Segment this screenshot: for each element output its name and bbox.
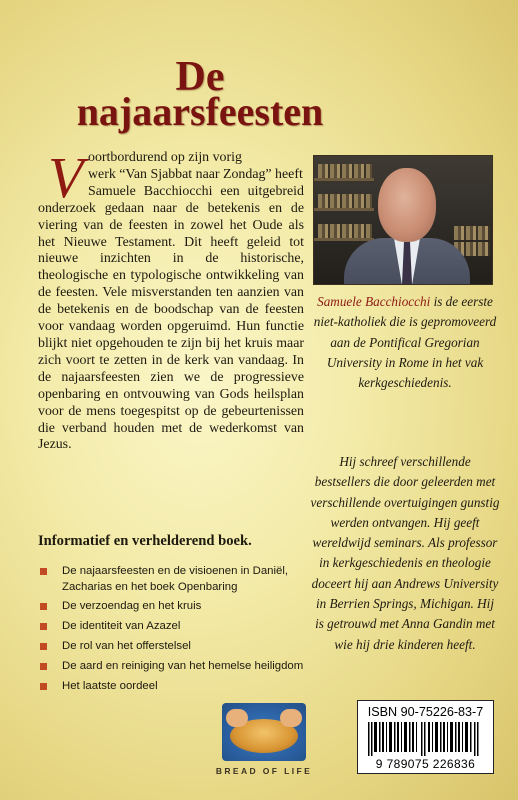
author-bio-text: is de eerste niet-katholiek die is gepromoveerd aan de Pontifical Gregorian University in Rome in het vak kerkgeschiedenis. (313, 294, 497, 391)
description-paragraph: Samuele Bacchiocchi een uitgebreid onderzoek gedaan naar de betekenis en de viering van de feesten in zowel het Oude als het Nieuwe Testament. Dit heeft geleid tot nieuwe inzichten in de historische, theologische en typologische ontwikkeling van de feesten. Vele misverstanden ten aanzien van de betekenis en de boodschap van de feesten voor vandaag worden opgeruimd. Hun functie blijkt niet opgehouden te zijn bij het kruis maar zich voort te zetten in de kerk van vandaag. In de najaarsfeesten zien we de progressieve openbaring en ontvouwing van Gods heilsplan voor de mens toegespitst op de gebeurtenissen die verband houden met de wederkomst van Jezus. (38, 183, 304, 453)
drop-cap: V (48, 145, 84, 210)
list-item: Het laatste oordeel (40, 679, 308, 695)
barcode-icon (368, 722, 483, 756)
square-bullet-icon (40, 603, 47, 610)
author-bio-paragraph-2: Hij schreef verschillende bestsellers die door geleerden met verschillende overtuigingen gunstig werden ontvangen. Hij geeft wereldwijd seminars. Als professor in kerkgeschiedenis en theologie doceert hij aan Andrews University in Berrien Springs, Michigan. Hij is getrouwd met Anna Gandin met wie hij drie kinderen heeft. (310, 454, 500, 652)
ean-number: 9 789075 226836 (375, 757, 476, 771)
list-item: De aard en reiniging van het hemelse heiligdom (40, 659, 308, 675)
list-item: De rol van het offerstelsel (40, 639, 308, 655)
isbn-number: ISBN 90-75226-83-7 (367, 705, 484, 719)
barcode-panel (357, 700, 494, 774)
description-first-line: oortbordurend op zijn vorig (88, 150, 242, 165)
square-bullet-icon (40, 568, 47, 575)
square-bullet-icon (40, 623, 47, 630)
list-item: De najaarsfeesten en de visioenen in Daniël, Zacharias en het boek Openbaring (40, 564, 308, 595)
list-heading: Informatief en verhelderend boek. (38, 533, 252, 549)
square-bullet-icon (40, 643, 47, 650)
book-title-line-1: De (175, 54, 225, 100)
publisher-name: BREAD OF LIFE (215, 766, 313, 776)
square-bullet-icon (40, 663, 47, 670)
author-name: Samuele Bacchiocchi (317, 294, 431, 309)
list-item: De verzoendag en het kruis (40, 599, 308, 615)
description-second-line: werk “Van Sjabbat naar Zondag” heeft (88, 166, 303, 182)
author-bio-paragraph (310, 292, 500, 393)
book-title-line-2: najaarsfeesten (76, 89, 324, 134)
description-text (38, 145, 304, 454)
author-photo (313, 155, 493, 285)
topics-list (40, 564, 308, 699)
list-item: De identiteit van Azazel (40, 619, 308, 635)
square-bullet-icon (40, 683, 47, 690)
publisher-logo-icon (222, 703, 306, 761)
